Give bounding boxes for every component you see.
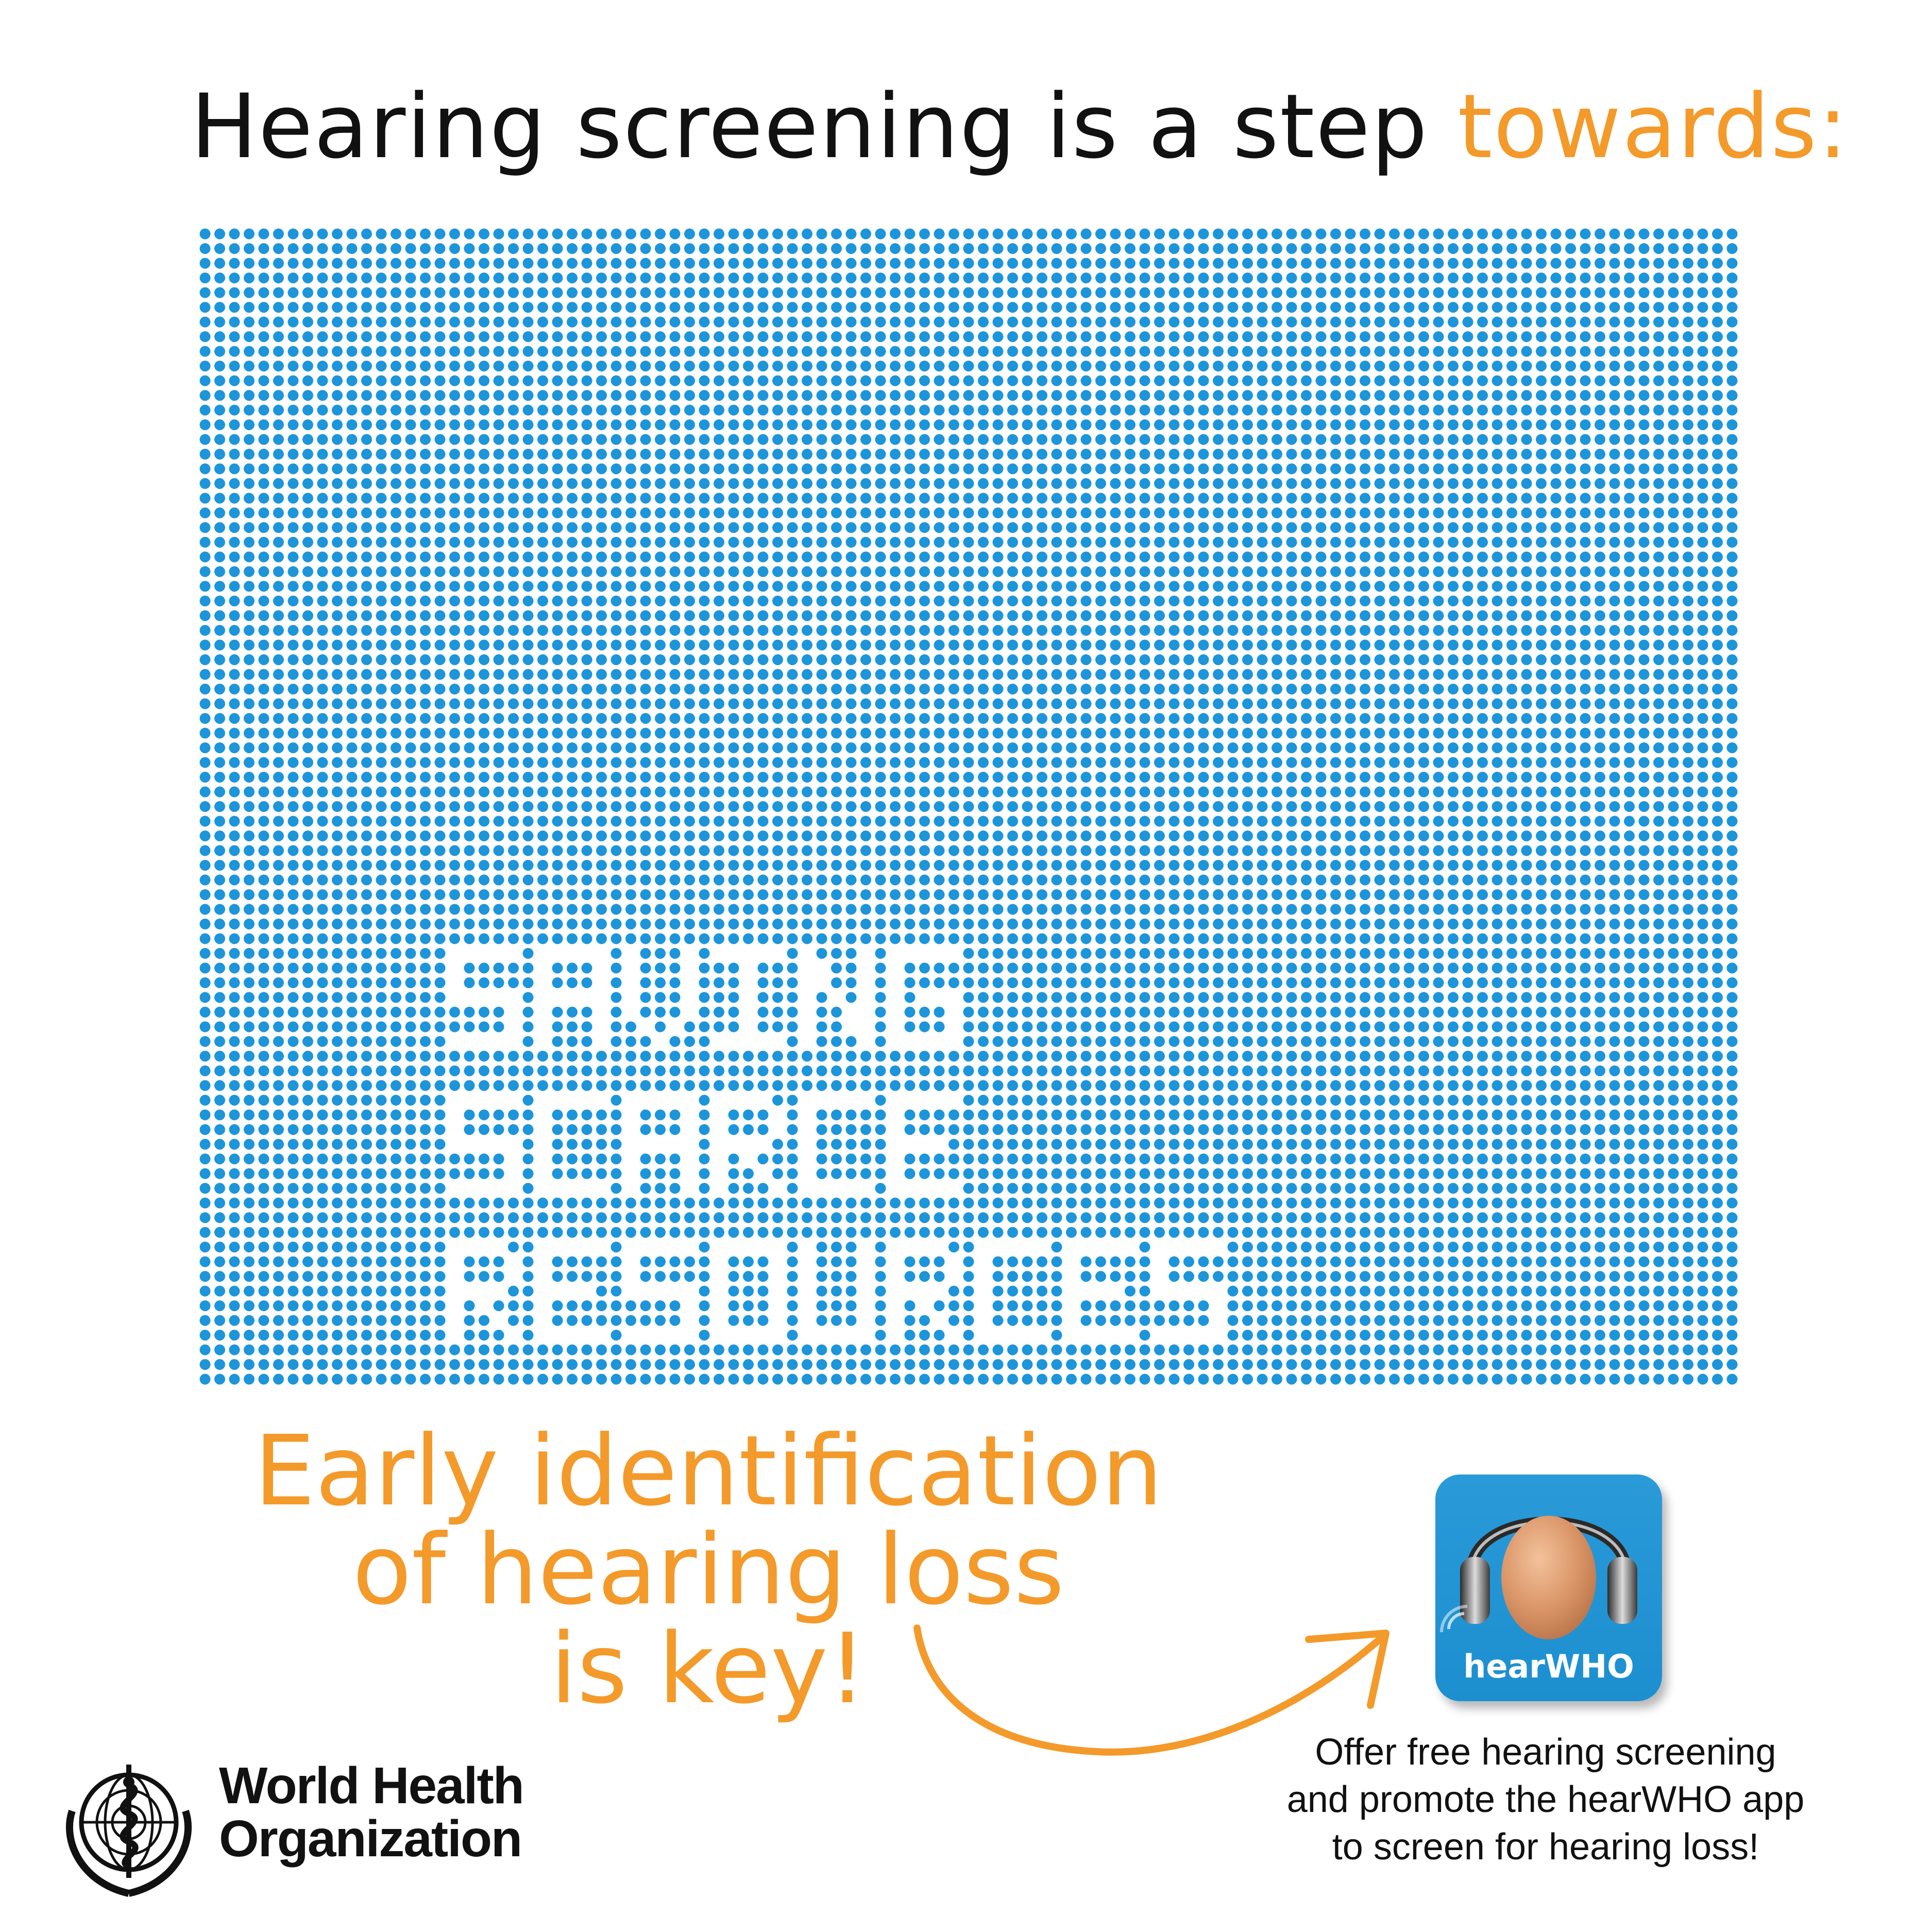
headline-accent: towards: [1458,75,1849,178]
app-name-label: hearWHO [1463,1648,1634,1685]
early-line-2: of hearing loss [352,1513,1064,1626]
headline [191,75,1849,178]
early-line-3: is key! [550,1612,867,1725]
offer-line-1: Offer free hearing screening [1315,1732,1776,1773]
offer-line-3: to screen for hearing loss! [1332,1826,1759,1868]
offer-text [1185,1728,1906,1871]
dot-grid-saving-scarce-resources [199,228,1742,1396]
offer-line-2: and promote the hearWHO app [1286,1779,1805,1821]
early-line-1: Early identification [254,1415,1163,1528]
who-emblem-icon [52,1749,206,1904]
who-name-line-1: World Health [219,1757,523,1815]
hearwho-app-icon[interactable] [1435,1475,1662,1701]
who-name-line-2: Organization [219,1810,522,1868]
who-organization-name [219,1759,523,1866]
headline-main: Hearing screening is a step [191,75,1458,178]
